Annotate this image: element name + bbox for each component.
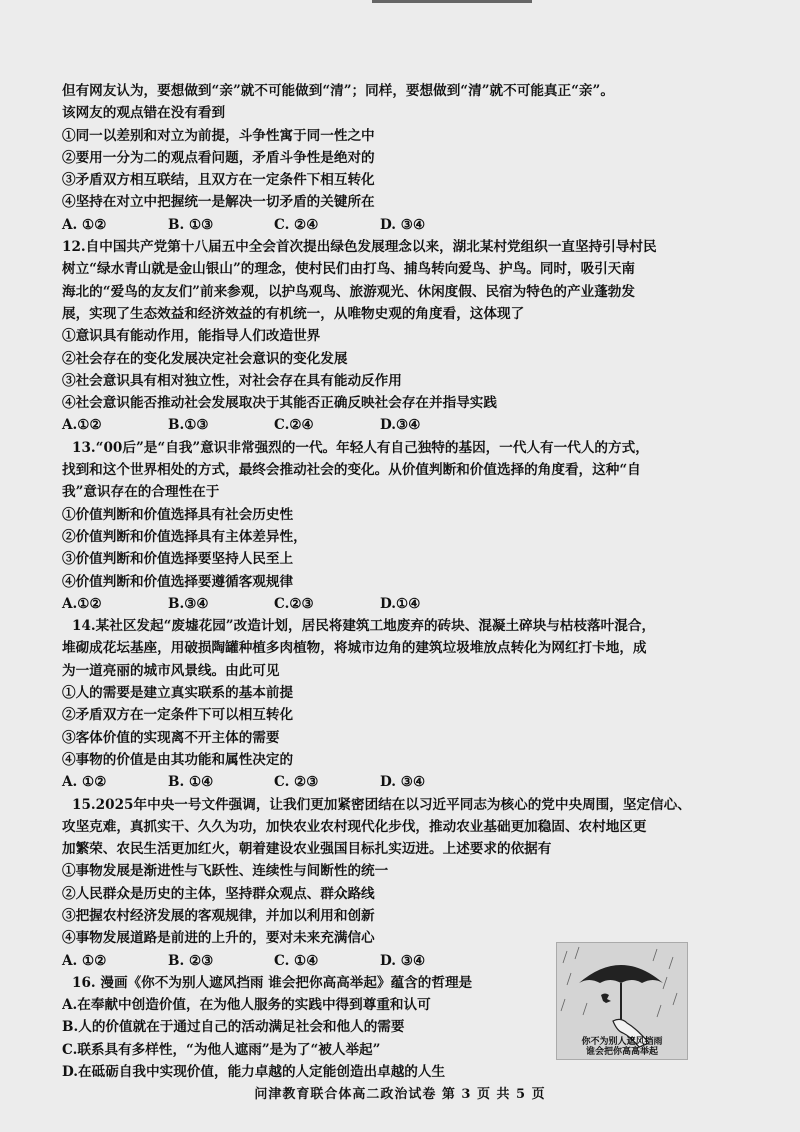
- option-d: D.①④: [380, 595, 421, 612]
- choice-item: ②价值判断和价值选择具有主体差异性，: [62, 528, 307, 545]
- umbrella-comic: [556, 942, 688, 1060]
- option-d: D.③④: [380, 417, 421, 434]
- question-stem: 16. 漫画《你不为别人遮风挡雨 谁会把你高高举起》蕴含的哲理是: [72, 974, 473, 991]
- question-stem: 海北的“爱鸟的友友们”前来参观，以护鸟观鸟、旅游观光、休闲度假、民宿为特色的产业蓬勃发: [62, 283, 635, 300]
- choice-item: ④事物的价值是由其功能和属性决定的: [62, 751, 294, 768]
- choice-item: ①人的需要是建立真实联系的基本前提: [62, 685, 294, 702]
- option-c: C. ②③: [274, 774, 319, 791]
- choice-item: ①价值判断和价值选择具有社会历史性: [62, 506, 294, 523]
- choice-item: ③客体价值的实现离不开主体的需要: [62, 729, 280, 746]
- choice-item: ③社会意识具有相对独立性，对社会存在具有能动反作用: [62, 372, 402, 389]
- choice-item: ②要用一分为二的观点看问题，矛盾斗争性是绝对的: [62, 149, 375, 166]
- answer-options: [62, 214, 702, 236]
- choice-item: ③把握农村经济发展的客观规律，并加以利用和创新: [62, 907, 375, 924]
- option-d: D. ③④: [380, 216, 426, 233]
- intro-line: 该网友的观点错在没有看到: [62, 105, 226, 122]
- question-stem: 12.自中国共产党第十八届五中全会首次提出绿色发展理念以来，湖北某村党组织一直坚持引导村民: [62, 239, 657, 256]
- choice-item: ③矛盾双方相互联结，且双方在一定条件下相互转化: [62, 172, 375, 189]
- option-a: A. ①②: [62, 216, 107, 233]
- answer-options: [62, 414, 702, 436]
- option-b: B. ②③: [168, 952, 214, 969]
- choice-item: ②矛盾双方在一定条件下可以相互转化: [62, 707, 294, 724]
- choice-item: ④事物发展道路是前进的上升的，要对未来充满信心: [62, 930, 375, 947]
- option-b: B. ①④: [168, 774, 214, 791]
- question-stem: 展，实现了生态效益和经济效益的有机统一，从唯物史观的角度看，这体现了: [62, 305, 525, 322]
- question-stem: 树立“绿水青山就是金山银山”的理念，使村民们由打鸟、捕鸟转向爱鸟、护鸟。同时，吸引天南: [62, 261, 635, 278]
- page-footer: 问津教育联合体高二政治试卷 第 3 页 共 5 页: [254, 1087, 546, 1102]
- choice-item: ①意识具有能动作用，能指导人们改造世界: [62, 328, 321, 345]
- question-11-continuation: [62, 80, 702, 236]
- choice-item: B.人的价值就在于通过自己的活动满足社会和他人的需要: [62, 1019, 405, 1036]
- option-a: A. ①②: [62, 952, 107, 969]
- question-stem: 攻坚克难，真抓实干、久久为功，加快农业农村现代化步伐，推动农业基础更加稳固、农村地区更: [62, 818, 647, 835]
- choice-item: ①同一以差别和对立为前提，斗争性寓于同一性之中: [62, 127, 375, 144]
- option-a: A. ①②: [62, 774, 107, 791]
- answer-options: [62, 593, 702, 615]
- option-b: B.③④: [168, 595, 209, 612]
- choice-item: ②人民群众是历史的主体，坚持群众观点、群众路线: [62, 885, 375, 902]
- option-c: C.②④: [274, 417, 314, 434]
- question-stem: 找到和这个世界相处的方式，最终会推动社会的变化。从价值判断和价值选择的角度看，这种“自: [62, 462, 641, 479]
- option-b: B.①③: [168, 417, 209, 434]
- choice-item: ④社会意识能否推动社会发展取决于其能否正确反映社会存在并指导实践: [62, 395, 497, 412]
- comic-caption-line: 你不为别人遮风挡雨: [581, 1037, 663, 1047]
- scan-edge-line: [372, 0, 532, 3]
- question-12: [62, 236, 702, 437]
- choice-item: D.在砥砺自我中实现价值，能力卓越的人定能创造出卓越的人生: [62, 1064, 446, 1081]
- option-c: C. ②④: [274, 216, 319, 233]
- question-stem: 为一道亮丽的城市风景线。由此可见: [62, 662, 280, 679]
- question-stem: 14.某社区发起“废墟花园”改造计划，居民将建筑工地废弃的砖块、混凝土碎块与枯枝落叶混合，: [72, 618, 656, 635]
- option-c: C.②③: [274, 595, 314, 612]
- option-b: B. ①③: [168, 216, 214, 233]
- choice-item: A.在奉献中创造价值，在为他人服务的实践中得到尊重和认可: [62, 997, 431, 1014]
- option-a: A.①②: [62, 417, 102, 434]
- question-stem: 堆砌成花坛基座，用破损陶罐种植多肉植物，将城市边角的建筑垃圾堆放点转化为网红打卡地，成: [62, 640, 647, 657]
- choice-item: ③价值判断和价值选择要坚持人民至上: [62, 551, 294, 568]
- comic-caption-line: 谁会把你高高举起: [585, 1047, 658, 1057]
- choice-item: ②社会存在的变化发展决定社会意识的变化发展: [62, 350, 348, 367]
- question-13: [62, 437, 702, 615]
- exam-content: [62, 80, 702, 1083]
- choice-item: C.联系具有多样性，“为他人遮雨”是为了“被人举起”: [62, 1041, 381, 1058]
- choice-item: ④价值判断和价值选择要遵循客观规律: [62, 573, 294, 590]
- question-stem: 13.“00后”是“自我”意识非常强烈的一代。年轻人有自己独特的基因，一代人有一代人的方式，: [72, 439, 649, 456]
- question-stem: 加繁荣、农民生活更加红火，朝着建设农业强国目标扎实迈进。上述要求的依据有: [62, 841, 552, 858]
- option-d: D. ③④: [380, 774, 426, 791]
- answer-options: [62, 771, 702, 793]
- intro-line: 但有网友认为，要想做到“亲”就不可能做到“清”；同样，要想做到“清”就不可能真正“亲”。: [62, 83, 614, 99]
- choice-item: ①事物发展是渐进性与飞跃性、连续性与间断性的统一: [62, 863, 389, 880]
- option-a: A.①②: [62, 595, 102, 612]
- question-14: [62, 615, 702, 793]
- option-c: C. ①④: [274, 952, 319, 969]
- choice-item: ④坚持在对立中把握统一是解决一切矛盾的关键所在: [62, 194, 375, 211]
- question-stem: 15.2025年中央一号文件强调，让我们更加紧密团结在以习近平同志为核心的党中央周围，坚定信心、: [72, 796, 691, 813]
- option-d: D. ③④: [380, 952, 426, 969]
- question-stem: 我”意识存在的合理性在于: [62, 484, 220, 501]
